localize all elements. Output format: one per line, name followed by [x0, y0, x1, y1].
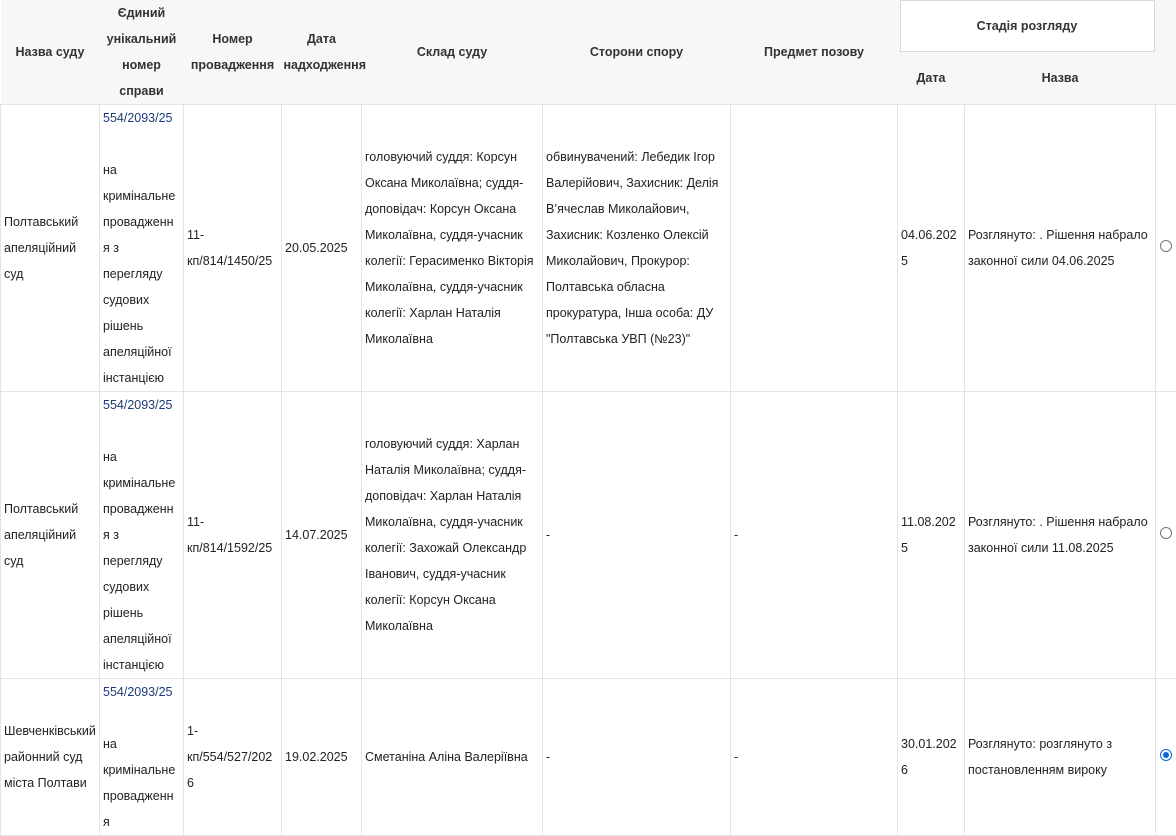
case-description: на кримінальне провадження з перегляду судових рішень апеляційної інстанцією [103, 163, 175, 385]
header-unique-number-line: номер [122, 58, 161, 72]
cell-parties: обвинувачений: Лебедик Ігор Валерійович, Захисник: Делія В’ячеслав Миколайович, Захисник: Козленко Олексій Миколайович, Прокурор: Полтавська обласна прокуратура, Інша особа: ДУ "Полтавська УВП (№23)" [543, 105, 731, 392]
cell-parties: - [543, 392, 731, 679]
header-receipt-date-line: надходження [284, 58, 367, 72]
header-receipt-date [282, 0, 362, 105]
table-row[interactable] [1, 679, 1176, 836]
table-row[interactable] [1, 105, 1176, 392]
cell-select [1156, 392, 1176, 679]
cell-stage-name: Розглянуто: розглянуто з постановленням вироку [965, 679, 1156, 836]
cell-receipt-date: 19.02.2025 [282, 679, 362, 836]
row-select-radio[interactable] [1160, 527, 1172, 539]
header-stage-name: Назва [965, 52, 1156, 104]
header-unique-number [100, 0, 184, 105]
cell-stage-date: 11.08.2025 [898, 392, 965, 679]
cell-select [1156, 105, 1176, 392]
cell-select [1156, 679, 1176, 836]
cell-court-name: Полтавський апеляційний суд [1, 392, 100, 679]
cell-court-name: Полтавський апеляційний суд [1, 105, 100, 392]
header-proceeding-number [184, 0, 282, 105]
case-description: на кримінальне провадження [103, 737, 175, 829]
cell-parties: - [543, 679, 731, 836]
case-number-link[interactable]: 554/2093/25 [103, 679, 180, 705]
header-proceeding-number-line: Номер [212, 32, 252, 46]
cell-proceeding-number: 1-кп/554/527/2026 [184, 679, 282, 836]
header-stage-box [900, 0, 1155, 52]
header-court-name: Назва суду [1, 0, 100, 105]
header-stage [898, 0, 1176, 52]
header-receipt-date-line: Дата [307, 32, 336, 46]
cell-stage-name: Розглянуто: . Рішення набрало законної сили 04.06.2025 [965, 105, 1156, 392]
case-number-link[interactable]: 554/2093/25 [103, 392, 180, 418]
table-row[interactable] [1, 392, 1176, 679]
header-select-spacer [1156, 52, 1176, 104]
cell-composition: Сметаніна Аліна Валеріївна [362, 679, 543, 836]
case-number-link[interactable]: 554/2093/25 [103, 105, 180, 131]
cell-composition: головуючий суддя: Корсун Оксана Миколаївна; суддя-доповідач: Корсун Оксана Миколаївна, суддя-учасник колегії: Герасименко Вікторія Миколаївна, суддя-учасник колегії: Харлан Наталія Миколаївна [362, 105, 543, 392]
header-unique-number-line: справи [119, 84, 163, 98]
header-stage-date: Дата [898, 52, 965, 104]
row-select-radio[interactable] [1160, 749, 1172, 761]
cell-receipt-date: 20.05.2025 [282, 105, 362, 392]
cell-subject: - [731, 392, 898, 679]
cell-case-number [100, 679, 184, 836]
cell-stage-date: 04.06.2025 [898, 105, 965, 392]
cell-proceeding-number: 11-кп/814/1592/25 [184, 392, 282, 679]
cell-stage-name: Розглянуто: . Рішення набрало законної сили 11.08.2025 [965, 392, 1156, 679]
header-stage-label: Стадія розгляду [977, 19, 1078, 33]
cell-subject: - [731, 679, 898, 836]
cell-court-name: Шевченківський районний суд міста Полтави [1, 679, 100, 836]
cell-stage-date: 30.01.2026 [898, 679, 965, 836]
cell-composition: головуючий суддя: Харлан Наталія Миколаївна; суддя-доповідач: Харлан Наталія Миколаївна, суддя-учасник колегії: Захожай Олександр Іванович, суддя-учасник колегії: Корсун Оксана Миколаївна [362, 392, 543, 679]
row-select-radio[interactable] [1160, 240, 1172, 252]
cell-subject [731, 105, 898, 392]
cell-case-number [100, 392, 184, 679]
header-court-composition: Склад суду [362, 0, 543, 105]
header-proceeding-number-line: провадження [191, 58, 274, 72]
header-subject: Предмет позову [731, 0, 898, 105]
cell-case-number [100, 105, 184, 392]
case-description: на кримінальне провадження з перегляду судових рішень апеляційної інстанцією [103, 450, 175, 672]
header-unique-number-line: Єдиний [118, 6, 165, 20]
cell-receipt-date: 14.07.2025 [282, 392, 362, 679]
header-parties: Сторони спору [543, 0, 731, 105]
cell-proceeding-number: 11-кп/814/1450/25 [184, 105, 282, 392]
header-unique-number-line: унікальний [107, 32, 177, 46]
